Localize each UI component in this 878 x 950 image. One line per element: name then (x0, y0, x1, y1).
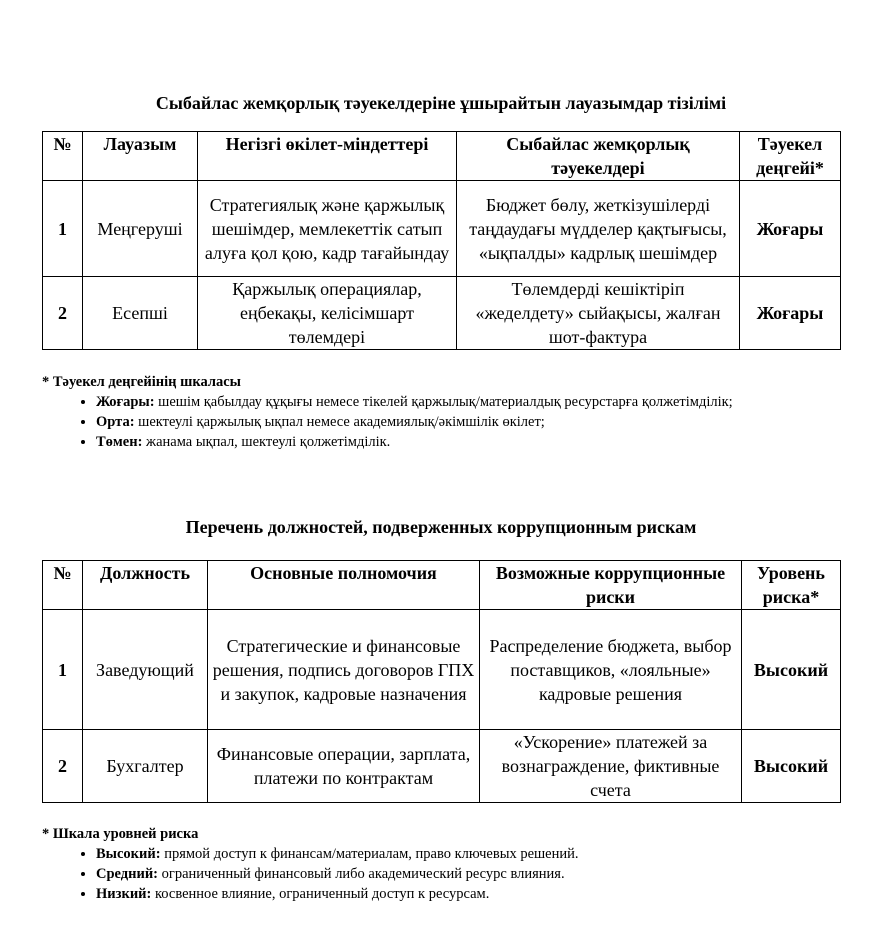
ru-note-title: * Шкала уровней риска (42, 826, 199, 842)
ru-table-header (43, 561, 841, 610)
list-item (96, 864, 840, 884)
risks-cell: Бюджет бөлу, жеткізушілерді таңдаудағы мүдделер қақтығысы, «ықпалды» кадрлық шешімдер (457, 181, 740, 277)
duties-cell: Қаржылық операциялар, еңбекақы, келісімшарт төлемдері (198, 277, 457, 350)
kz-risk-table (42, 131, 841, 350)
kz-header-num: № (43, 132, 83, 181)
risks-cell: «Ускорение» платежей за вознаграждение, фиктивные счета (480, 730, 742, 803)
note-text: шектеулі қаржылық ықпал немесе академиялық/әкімшілік өкілет; (134, 414, 545, 430)
list-item (96, 884, 840, 904)
note-term: Низкий: (96, 886, 152, 902)
ru-risk-table (42, 560, 841, 803)
duties-cell: Стратегические и финансовые решения, подпись договоров ГПХ и закупок, кадровые назначения (208, 610, 480, 730)
note-term: Төмен: (96, 434, 143, 450)
table-row (43, 181, 841, 277)
note-text: жанама ықпал, шектеулі қолжетімділік. (142, 434, 391, 450)
kz-header-position: Лауазым (83, 132, 198, 181)
risk-level-cell: Жоғары (740, 277, 841, 350)
position-cell: Есепші (83, 277, 198, 350)
position-cell: Бухгалтер (83, 730, 208, 803)
position-cell: Заведующий (83, 610, 208, 730)
duties-cell: Финансовые операции, зарплата, платежи по контрактам (208, 730, 480, 803)
risk-level-cell: Высокий (742, 730, 841, 803)
ru-header-num: № (43, 561, 83, 610)
list-item (96, 432, 840, 452)
risks-cell: Төлемдерді кешіктіріп «жеделдету» сыйақысы, жалған шот-фактура (457, 277, 740, 350)
ru-section (42, 516, 840, 538)
kz-section (42, 92, 840, 114)
ru-table-wrap (42, 560, 840, 803)
kz-risk-scale-note (42, 372, 840, 452)
list-item (96, 412, 840, 432)
list-item (96, 392, 840, 412)
ru-risk-scale-note (42, 824, 840, 904)
row-number: 1 (43, 610, 83, 730)
kz-note-list (42, 392, 840, 452)
kz-table-wrap (42, 131, 840, 350)
ru-header-position: Должность (83, 561, 208, 610)
ru-header-duties: Основные полномочия (208, 561, 480, 610)
ru-note-list (42, 844, 840, 904)
kz-note-title: * Тәуекел деңгейінің шкаласы (42, 374, 242, 390)
note-text: шешім қабылдау құқығы немесе тікелей қаржылық/материалдық ресурстарға қолжетімділік; (154, 394, 733, 410)
note-term: Высокий: (96, 846, 161, 862)
row-number: 2 (43, 277, 83, 350)
kz-header-level: Тәуекел деңгейі* (740, 132, 841, 181)
duties-cell: Стратегиялық және қаржылық шешімдер, мемлекеттік сатып алуға қол қою, кадр тағайындау (198, 181, 457, 277)
risk-level-cell: Высокий (742, 610, 841, 730)
row-number: 1 (43, 181, 83, 277)
kz-title: Сыбайлас жемқорлық тәуекелдеріне ұшырайтын лауазымдар тізілімі (155, 93, 727, 113)
note-term: Жоғары: (96, 394, 155, 410)
table-row (43, 610, 841, 730)
row-number: 2 (43, 730, 83, 803)
risk-level-cell: Жоғары (740, 181, 841, 277)
kz-table-header (43, 132, 841, 181)
position-cell: Меңгеруші (83, 181, 198, 277)
note-text: ограниченный финансовый либо академический ресурс влияния. (158, 866, 565, 882)
kz-header-risks: Сыбайлас жемқорлық тәуекелдері (457, 132, 740, 181)
table-row (43, 730, 841, 803)
ru-title: Перечень должностей, подверженных коррупционным рискам (185, 517, 697, 537)
note-term: Средний: (96, 866, 159, 882)
note-text: косвенное влияние, ограниченный доступ к ресурсам. (151, 886, 490, 902)
note-term: Орта: (96, 414, 135, 430)
ru-header-risks: Возможные коррупционные риски (480, 561, 742, 610)
note-text: прямой доступ к финансам/материалам, право ключевых решений. (160, 846, 579, 862)
list-item (96, 844, 840, 864)
risks-cell: Распределение бюджета, выбор поставщиков, «лояльные» кадровые решения (480, 610, 742, 730)
ru-header-level: Уровень риска* (742, 561, 841, 610)
kz-header-duties: Негізгі өкілет-міндеттері (198, 132, 457, 181)
table-row (43, 277, 841, 350)
